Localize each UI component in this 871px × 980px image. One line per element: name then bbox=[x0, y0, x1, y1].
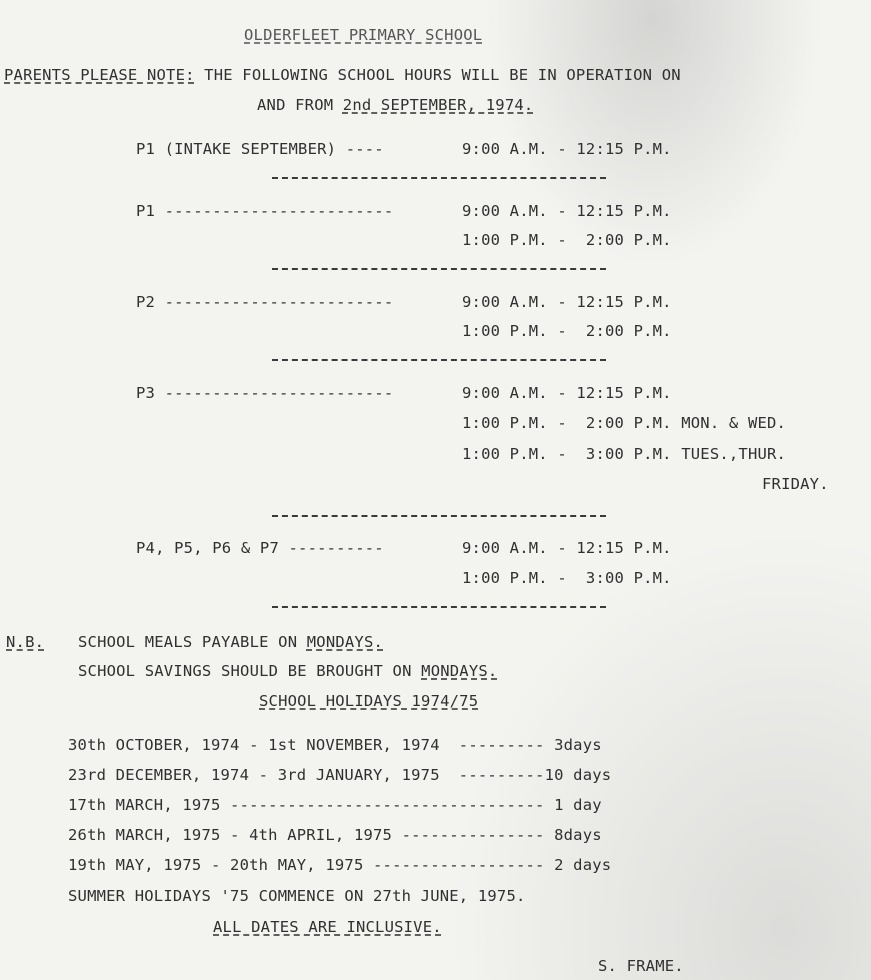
intro-label: PARENTS PLEASE NOTE: bbox=[4, 66, 195, 84]
divider bbox=[272, 177, 606, 179]
nb-line-meals bbox=[78, 633, 383, 651]
school-heading: OLDERFLEET PRIMARY SCHOOL bbox=[244, 26, 483, 44]
hours-p3-friday: FRIDAY. bbox=[762, 475, 829, 493]
divider bbox=[272, 515, 606, 517]
hours-time-p3-pm-tue-thu: 1:00 P.M. - 3:00 P.M. TUES.,THUR. bbox=[462, 445, 787, 463]
holiday-row: 17th MARCH, 1975 --------------------------------- 1 day bbox=[68, 796, 602, 814]
divider bbox=[272, 606, 606, 608]
hours-time-p4-p7-am: 9:00 A.M. - 12:15 P.M. bbox=[462, 539, 672, 557]
divider bbox=[272, 359, 606, 361]
hours-label-p4-p7: P4, P5, P6 & P7 ---------- bbox=[136, 539, 384, 557]
nb-savings-text: SCHOOL SAVINGS SHOULD BE BROUGHT ON bbox=[78, 662, 422, 680]
nb-meals-text: SCHOOL MEALS PAYABLE ON bbox=[78, 633, 307, 651]
nb-meals-day: MONDAYS. bbox=[306, 633, 384, 651]
nb-savings-day: MONDAYS. bbox=[421, 662, 498, 680]
holiday-row: 23rd DECEMBER, 1974 - 3rd JANUARY, 1975 ---------10 days bbox=[68, 766, 612, 784]
hours-time-p4-p7-pm: 1:00 P.M. - 3:00 P.M. bbox=[462, 569, 672, 587]
intro-line-2 bbox=[257, 96, 533, 114]
intro-line-1 bbox=[4, 66, 681, 84]
hours-label-p3: P3 ------------------------ bbox=[136, 384, 394, 402]
holiday-row: 30th OCTOBER, 1974 - 1st NOVEMBER, 1974 --------- 3days bbox=[68, 736, 602, 754]
nb-line-savings bbox=[78, 662, 497, 680]
hours-time-p2-pm: 1:00 P.M. - 2:00 P.M. bbox=[462, 322, 672, 340]
hours-time-p3-am: 9:00 A.M. - 12:15 P.M. bbox=[462, 384, 672, 402]
holiday-row: 26th MARCH, 1975 - 4th APRIL, 1975 --------------- 8days bbox=[68, 826, 602, 844]
holidays-title: SCHOOL HOLIDAYS 1974/75 bbox=[259, 692, 479, 710]
hours-label-p2: P2 ------------------------ bbox=[136, 293, 394, 311]
divider bbox=[272, 268, 606, 270]
hours-time-p2-am: 9:00 A.M. - 12:15 P.M. bbox=[462, 293, 672, 311]
dates-inclusive-note: ALL DATES ARE INCLUSIVE. bbox=[213, 918, 442, 936]
hours-time-p1-intake: 9:00 A.M. - 12:15 P.M. bbox=[462, 140, 672, 158]
hours-time-p3-pm-mon-wed: 1:00 P.M. - 2:00 P.M. MON. & WED. bbox=[462, 414, 787, 432]
intro-text-1: THE FOLLOWING SCHOOL HOURS WILL BE IN OPERATION ON bbox=[194, 66, 681, 84]
hours-time-p1-pm: 1:00 P.M. - 2:00 P.M. bbox=[462, 231, 672, 249]
hours-label-p1: P1 ------------------------ bbox=[136, 202, 394, 220]
hours-label-p1-intake: P1 (INTAKE SEPTEMBER) ---- bbox=[136, 140, 384, 158]
summer-holidays-note: SUMMER HOLIDAYS '75 COMMENCE ON 27th JUNE, 1975. bbox=[68, 887, 526, 905]
intro-text-2: AND FROM bbox=[257, 96, 343, 114]
hours-time-p1-am: 9:00 A.M. - 12:15 P.M. bbox=[462, 202, 672, 220]
signature: S. FRAME. bbox=[598, 957, 684, 975]
start-date: 2nd SEPTEMBER, 1974. bbox=[342, 96, 534, 114]
nb-label: N.B. bbox=[6, 633, 45, 651]
holiday-row: 19th MAY, 1975 - 20th MAY, 1975 ------------------ 2 days bbox=[68, 856, 612, 874]
